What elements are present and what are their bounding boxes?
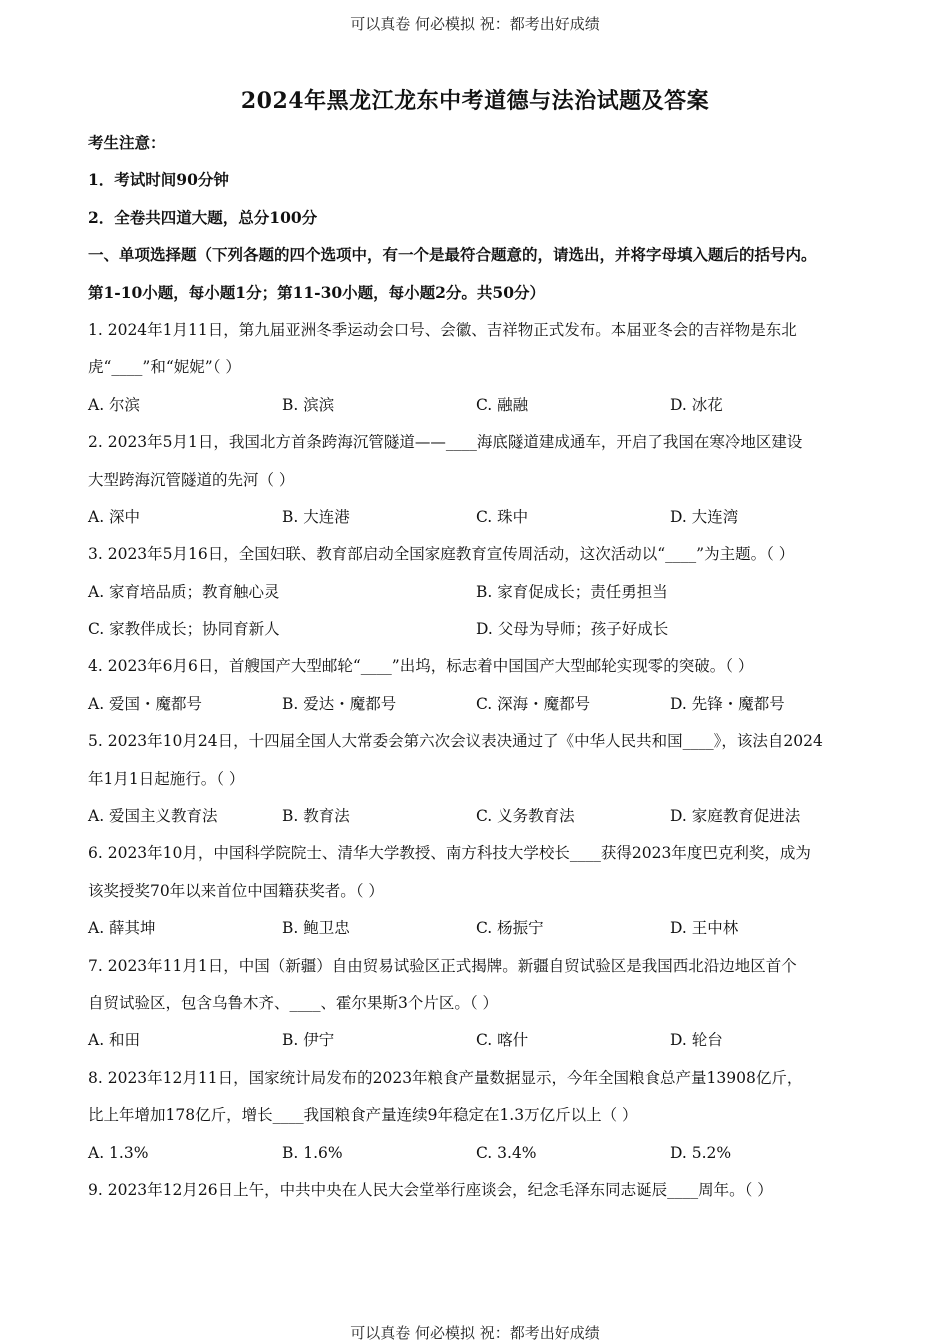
option-row <box>88 913 888 950</box>
option-c: C. 义务教育法 <box>476 807 575 826</box>
page-header: 可以真卷 何必模拟 祝：都考出好成绩 <box>350 15 600 33</box>
option-c: C. 深海・魔都号 <box>476 694 591 713</box>
option-a: A. 尔滨 <box>88 395 141 414</box>
option-row <box>88 1138 888 1175</box>
option-b: B. 教育法 <box>282 807 350 826</box>
option-c: C. 3.4% <box>476 1143 537 1162</box>
option-b: B. 爱达・魔都号 <box>282 694 397 713</box>
question-text: 5. 2023年10月24日，十四届全国人大常委会第六次会议表决通过了《中华人民共和国____》，该法自2024 <box>88 732 823 751</box>
option-a: A. 爱国主义教育法 <box>88 807 218 826</box>
page-title: 2024年黑龙江龙东中考道德与法治试题及答案 <box>240 88 710 114</box>
option-row <box>88 801 888 838</box>
option-b: B. 家育促成长；责任勇担当 <box>476 582 668 601</box>
question-text: 8. 2023年12月11日，国家统计局发布的2023年粮食产量数据显示，今年全国粮食总产量13908亿斤， <box>88 1068 803 1087</box>
question-text: 2. 2023年5月1日，我国北方首条跨海沉管隧道——____海底隧道建成通车，开启了我国在寒冷地区建设 <box>88 433 803 452</box>
option-b: B. 伊宁 <box>282 1031 335 1050</box>
notice-heading: 考生注意： <box>88 133 166 152</box>
question-text: 6. 2023年10月，中国科学院院士、清华大学教授、南方科技大学校长____获得2023年度巴克利奖，成为 <box>88 844 811 863</box>
option-row <box>88 577 888 614</box>
page-footer: 可以真卷 何必模拟 祝：都考出好成绩 <box>350 1324 600 1342</box>
notice-item: 1．考试时间90分钟 <box>88 170 229 190</box>
section-heading: 第1-10小题，每小题1分；第11-30小题，每小题2分。共50分） <box>88 282 546 302</box>
option-b: B. 鲍卫忠 <box>282 919 350 938</box>
option-d: D. 轮台 <box>670 1031 723 1050</box>
option-d: D. 王中林 <box>670 919 739 938</box>
question-text: 7. 2023年11月1日，中国（新疆）自由贸易试验区正式揭牌。新疆自贸试验区是我国西北沿边地区首个 <box>88 956 797 975</box>
option-b: B. 大连港 <box>282 507 350 526</box>
question-text: 该奖授奖70年以来首位中国籍获奖者。（ ） <box>88 881 384 900</box>
question-text: 3. 2023年5月16日，全国妇联、教育部启动全国家庭教育宣传周活动，这次活动以“____”为主题。（ ） <box>88 545 795 564</box>
question-text: 虎“____”和“妮妮”（ ） <box>88 358 241 377</box>
option-a: A. 1.3% <box>88 1143 149 1162</box>
option-a: A. 爱国・魔都号 <box>88 694 203 713</box>
option-d: D. 冰花 <box>670 395 723 414</box>
option-d: D. 大连湾 <box>670 507 739 526</box>
option-c: C. 融融 <box>476 395 529 414</box>
option-d: D. 5.2% <box>670 1143 732 1162</box>
option-a: A. 和田 <box>88 1031 141 1050</box>
option-row <box>88 502 888 539</box>
question-text: 9. 2023年12月26日上午，中共中央在人民大会堂举行座谈会，纪念毛泽东同志诞辰____周年。（ ） <box>88 1180 773 1199</box>
option-c: C. 喀什 <box>476 1031 529 1050</box>
option-a: A. 薛其坤 <box>88 919 156 938</box>
option-row <box>88 614 888 651</box>
notice-item: 2．全卷共四道大题，总分100分 <box>88 207 318 227</box>
option-row <box>88 689 888 726</box>
option-b: B. 1.6% <box>282 1143 343 1162</box>
question-text: 1. 2024年1月11日，第九届亚洲冬季运动会口号、会徽、吉祥物正式发布。本届亚冬会的吉祥物是东北 <box>88 320 797 339</box>
option-d: D. 先锋・魔都号 <box>670 694 785 713</box>
option-d: D. 父母为导师；孩子好成长 <box>476 620 669 639</box>
option-row <box>88 390 888 427</box>
question-text: 年1月1日起施行。（ ） <box>88 769 245 788</box>
exam-content <box>88 128 888 1212</box>
question-text: 大型跨海沉管隧道的先河（ ） <box>88 470 295 489</box>
question-text: 比上年增加178亿斤，增长____我国粮食产量连续9年稳定在1.3万亿斤以上（ ） <box>88 1106 638 1125</box>
question-text: 4. 2023年6月6日，首艘国产大型邮轮“____”出坞，标志着中国国产大型邮轮实现零的突破。（ ） <box>88 657 754 676</box>
option-c: C. 珠中 <box>476 507 529 526</box>
option-row <box>88 1025 888 1062</box>
option-c: C. 家教伴成长；协同育新人 <box>88 620 280 639</box>
section-heading: 一、单项选择题（下列各题的四个选项中，有一个是最符合题意的，请选出，并将字母填入题后的括号内。 <box>88 245 817 265</box>
option-a: A. 家育培品质；教育触心灵 <box>88 582 280 601</box>
option-a: A. 深中 <box>88 507 141 526</box>
option-c: C. 杨振宁 <box>476 919 544 938</box>
question-text: 自贸试验区，包含乌鲁木齐、____、霍尔果斯3个片区。（ ） <box>88 993 499 1012</box>
option-b: B. 滨滨 <box>282 395 335 414</box>
option-d: D. 家庭教育促进法 <box>670 807 801 826</box>
